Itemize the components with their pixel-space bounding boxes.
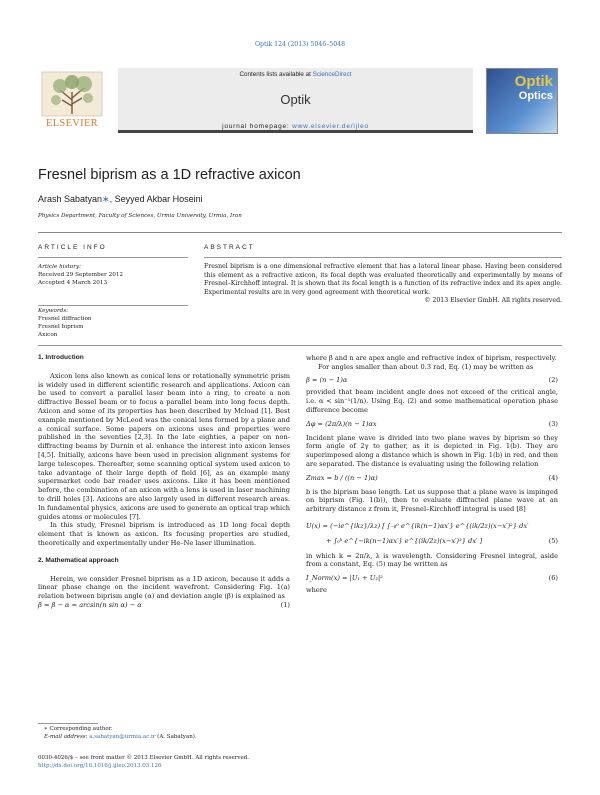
equation-body: Zmax = b / ((n − 1)α) [306, 473, 378, 482]
paragraph: b is the biprism base length. Let us suppose that a plane wave is impinged on biprism (Fig. 1(b)), then to evaluate diffracted plane wave at an arbitrary distance z from it, Fresnel–Kirchhoff integral is used [8] [306, 487, 558, 514]
equation-1 [38, 601, 290, 610]
accepted-date: Accepted 4 March 2013 [38, 280, 108, 286]
corresponding-author: ∗ Corresponding author. [44, 726, 113, 732]
keyword: Axicon [38, 332, 58, 338]
paragraph: provided that beam incident angle does not exceed of the critical angle, i.e. α < sin⁻¹(1/n). Using Eq. (2) and some mathematical operation phase difference become [306, 388, 558, 414]
keyword: Fresnel biprism [38, 324, 84, 330]
contents-line [118, 71, 473, 78]
keywords-label: Keywords: [38, 308, 69, 314]
left-column [38, 354, 290, 610]
equation-body: + ∫₀ᵇ e^{−ik(n−1)αx′} e^{(ik/2z)(x−x′)²} dx′ ] [326, 536, 483, 545]
keyword: Fresnel diffraction [38, 316, 92, 322]
received-date: Received 29 September 2012 [38, 272, 124, 278]
equation-number: (3) [548, 419, 558, 428]
footnote-divider [38, 723, 98, 724]
author-list [38, 194, 203, 205]
section-heading-introduction: 1. Introduction [38, 354, 84, 361]
article-info-heading: ARTICLE INFO [38, 244, 107, 251]
contents-prefix: Contents lists available at [239, 71, 313, 78]
elsevier-logo [38, 70, 106, 132]
abstract-heading: ABSTRACT [204, 244, 255, 251]
divider [38, 305, 188, 306]
affiliation: Physics Department, Faculty of Sciences, Urmia University, Urmia, Iran [38, 213, 242, 219]
email-line [38, 734, 290, 742]
article-history [38, 263, 188, 287]
sciencedirect-link[interactable]: ScienceDirect [312, 71, 352, 78]
paragraph: in which k = 2π/λ, λ is wavelength. Considering Fresnel integral, aside from a constant, Eq. (5) may be written as [306, 551, 558, 569]
journal-cover [486, 68, 558, 134]
equation-number: (2) [548, 375, 558, 384]
equation-5 [306, 522, 558, 531]
paragraph: Incident plane wave is divided into two plane waves by biprism so they form angle of 2γ to gather, as it is depicted in Fig. 1(b). They are superimposed along a distance which is shown in Fig. 1(b) in red, and then are separated. The distance is evaluating using the following relation [306, 433, 558, 468]
paragraph: Herein, we consider Fresnel biprism as a 1D axicon, because it adds a linear phase change on the incident wavefront. Considering Fig. 1(a) relation between biprism angle (α) and deviation angle (β) is explained as [38, 574, 290, 601]
equation-2 [306, 376, 558, 385]
article-title: Fresnel biprism as a 1D refractive axicon [38, 167, 301, 183]
publisher-name: ELSEVIER [46, 118, 98, 129]
abstract [204, 263, 562, 306]
equation-number: (4) [548, 473, 558, 482]
paragraph: Axicon lens also known as conical lens or rotationally symmetric prism is widely used in different scientific research and applications. Axicon can be used to convert a parallel laser beam into a ring, to create a non diffractive Bessel beam or to focus a parallel beam into long focus depth. Axicon and some of its properties has been described by Mcload [1]. Best example mentioned by McLeod was the conical lens formed by a plane and a conical surface. Some papers on axicons uses and properties were published in the seventies [2,3]. In the late eighties, a paper on non-diffracting beams by Durnin et al. enhance the interest into axicon lenses [4,5]. Initially, axicons have been used in precision alignment systems for large telescopes. Thereafter, some scanning optical system used axicon to take advantage of their large depth of field [6], as an example many supermarket code bar reader uses axicons. Like it has been mentioned before, the combination of an axicon with a lens is used in laser machining to drill holes [3]. Axicons are also largely used in different research areas. In fundamental physics, axicons are used to generate an optical trap which guides atoms or molecules [7]. [38, 371, 291, 521]
cover-title: Optik [514, 73, 553, 90]
journal-reference[interactable]: Optik 124 (2013) 5046–5048 [254, 41, 346, 48]
divider [38, 232, 562, 233]
cover-subtitle: Optics [518, 90, 553, 102]
divider [38, 257, 188, 258]
email-link[interactable]: a.sabatyan@urmia.ac.ir [89, 733, 156, 740]
equation-number: (1) [280, 600, 290, 609]
equation-5-continued [306, 537, 558, 546]
paragraph: For angles smaller than about 0.3 rad, Eq. (1) may be written as [318, 362, 534, 371]
homepage-line [118, 123, 473, 130]
journal-name: Optik [280, 92, 311, 107]
abstract-text: Fresnel biprism is a one dimensional refractive element that has a lateral linear phase. Having been considered this element as a refractive axicon, its focal depth was evaluated theoretically and experimentally by means of Fresnel–Kirchhoff integral. It is shown that its focal length is a function of its refractive index and its apex angle. Experimental results are in very good agreement with theoretical work. [204, 263, 562, 296]
keywords [38, 307, 188, 339]
author-1: Arash Sabatyan [38, 194, 103, 204]
equation-number: (6) [548, 574, 558, 583]
homepage-label: journal homepage: [222, 123, 293, 130]
section-heading-math: 2. Mathematical approach [38, 556, 119, 564]
footnote [38, 726, 290, 741]
journal-header [118, 68, 473, 133]
right-column [306, 354, 558, 595]
paragraph: where [306, 585, 327, 594]
issn-line: 0030-4026/$ – see front matter © 2013 Elsevier GmbH. All rights reserved. [38, 755, 250, 761]
issn-block [38, 755, 338, 770]
equation-number: (5) [548, 536, 558, 545]
equation-body: U(x) = (−ie^{ikz}/λz) [ ∫₋ᵦ⁰ e^{ik(n−1)αx′} e^{(ik/2z)(x−x′)²} dx′ [306, 521, 529, 530]
copyright: © 2013 Elsevier GmbH. All rights reserved. [424, 297, 562, 305]
paragraph: In this study, Fresnel biprism is introduced as 1D long focal depth element that is known as axicon. Its focusing properties are studied, theoretically and experimentally under He–Ne laser illumination. [38, 521, 290, 547]
equation-6 [306, 574, 558, 583]
equation-body: β = (n − 1)α [306, 375, 348, 384]
equation-body: β = β − α = arcsin(n sin α) − α [38, 600, 142, 609]
homepage-link[interactable]: www.elsevier.de/ijleo [292, 123, 369, 130]
email-label: E-mail address: [44, 733, 90, 740]
equation-4 [306, 474, 558, 483]
divider [204, 257, 562, 258]
author-2: , Seyyed Akbar Hoseini [109, 194, 203, 204]
history-label: Article history: [38, 264, 82, 270]
equation-3 [306, 420, 558, 429]
doi-link[interactable]: http://dx.doi.org/10.1016/j.ijleo.2013.03.126 [38, 762, 162, 769]
equation-body: I_Norm(x) = |U₁ + U₂|² [306, 574, 383, 583]
divider [38, 345, 562, 346]
equation-body: Δφ = (2π/λ)(n − 1)αx [306, 419, 377, 428]
author-mark[interactable]: ∗ [102, 194, 110, 204]
paragraph: where β and n are apex angle and refractive index of biprism, respectively. [306, 354, 557, 362]
email-suffix: (A. Sabatyan). [155, 733, 197, 740]
